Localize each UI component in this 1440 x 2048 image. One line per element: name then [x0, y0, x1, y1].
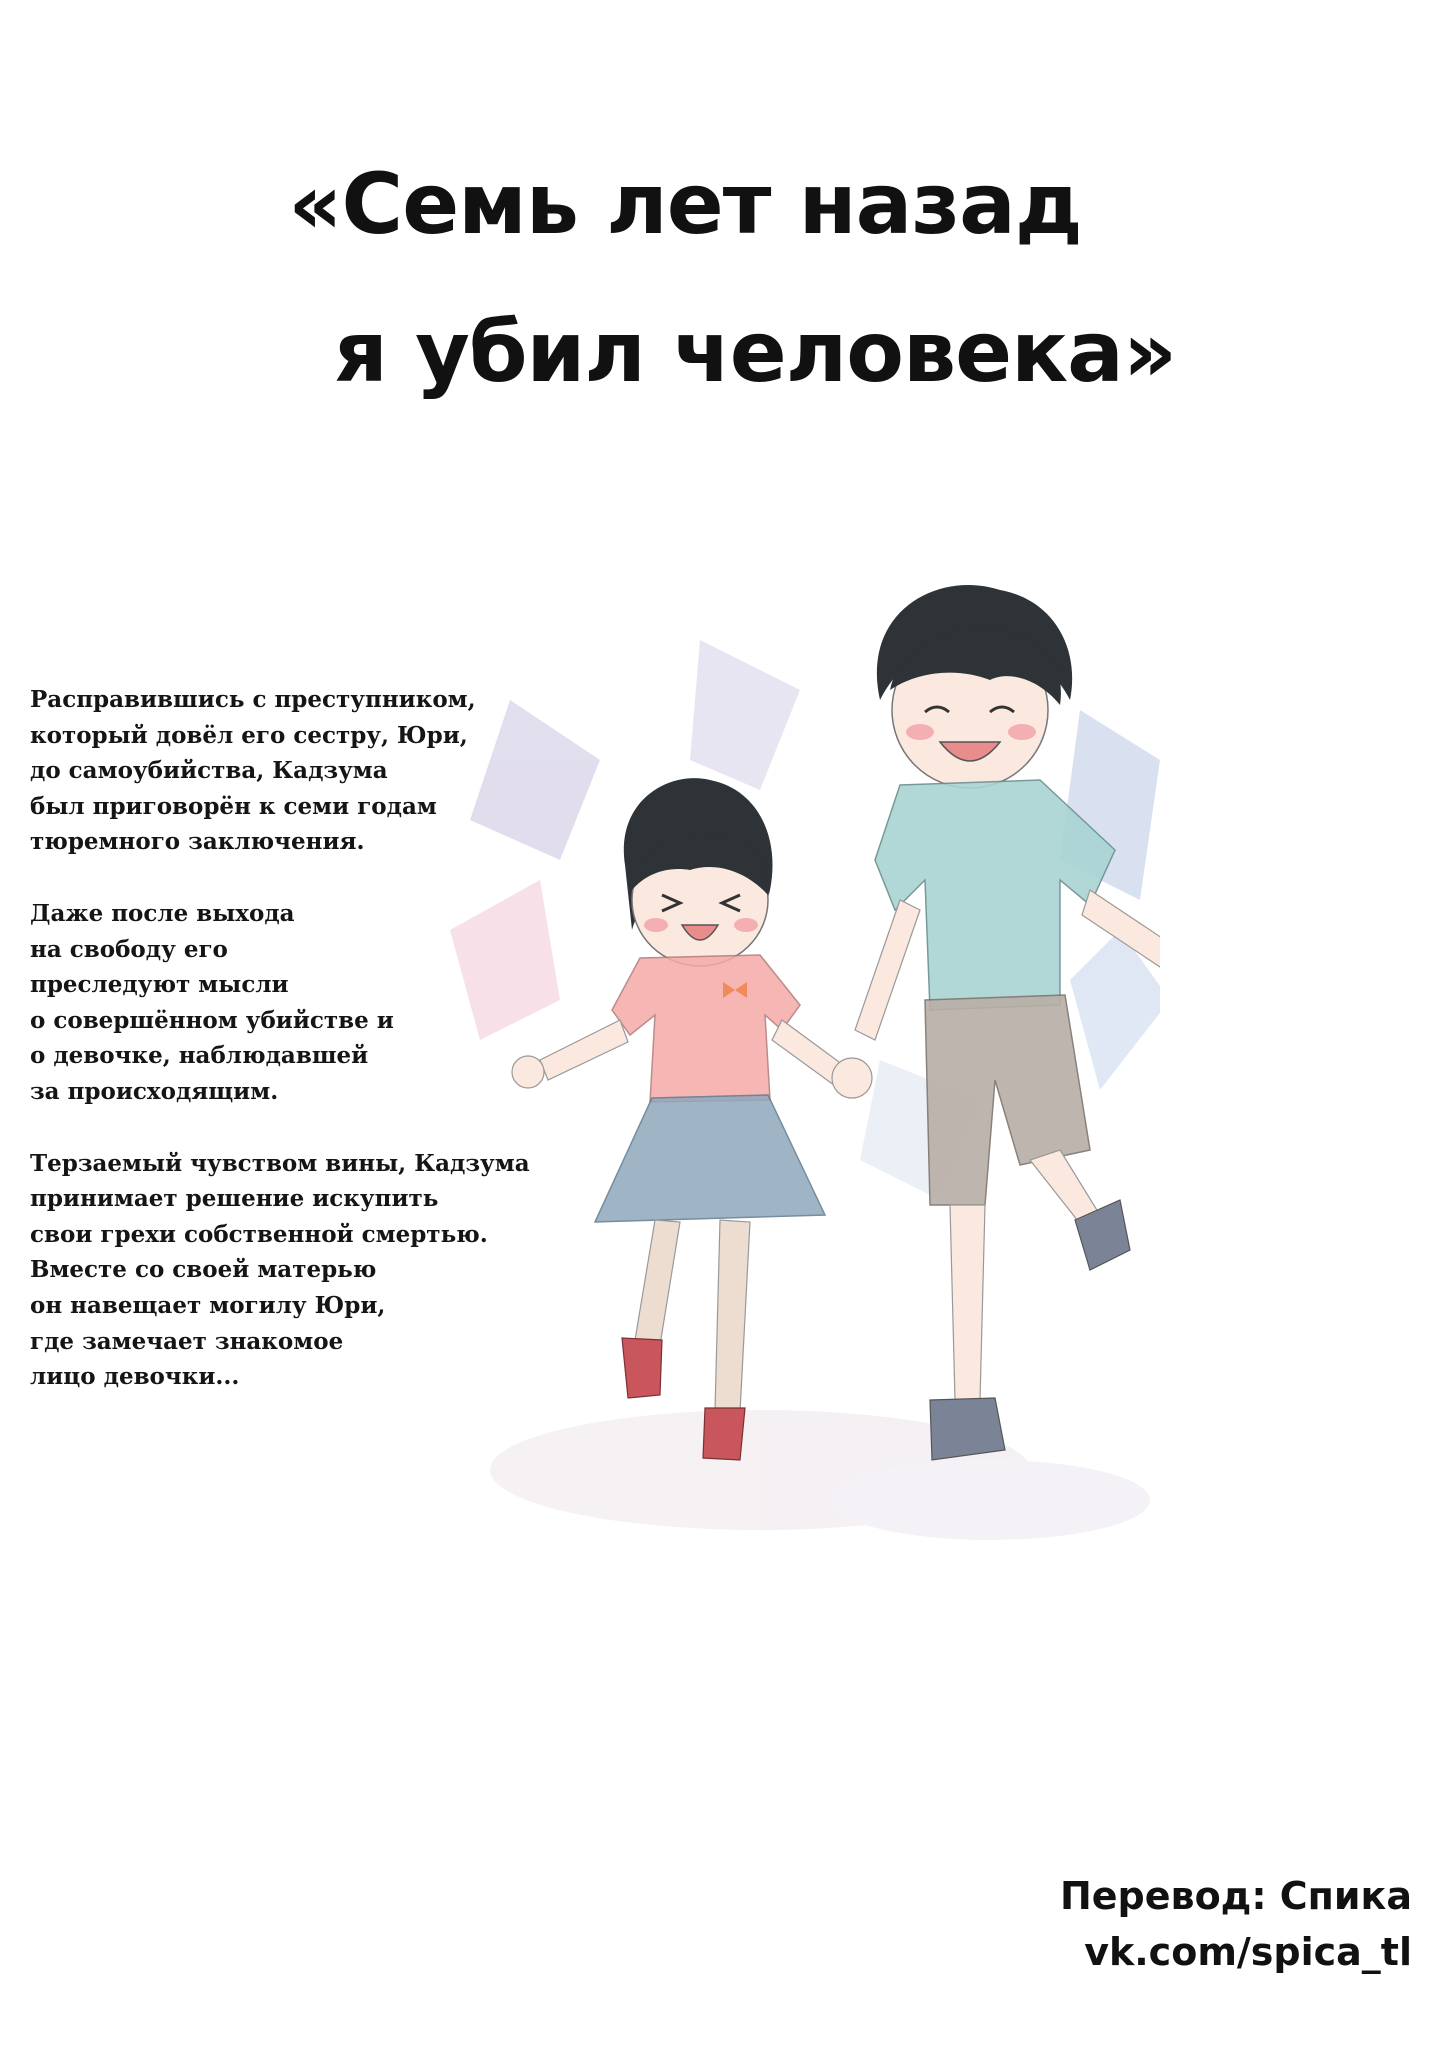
synopsis-line: за происходящим.: [30, 1077, 279, 1105]
girl-leg-left: [635, 1220, 680, 1345]
synopsis-line: до самоубийства, Кадзума: [30, 757, 388, 785]
synopsis-line: лицо девочки...: [30, 1363, 240, 1391]
blush: [644, 918, 668, 932]
synopsis-line: о совершённом убийстве и: [30, 1006, 394, 1034]
synopsis-line: Терзаемый чувством вины, Кадзума: [30, 1149, 530, 1177]
blush: [734, 918, 758, 932]
boy-leg-left: [950, 1205, 985, 1400]
synopsis-line: тюремного заключения.: [30, 828, 365, 856]
held-hands: [832, 1058, 872, 1098]
synopsis-line: был приговорён к семи годам: [30, 792, 437, 820]
girl-hand: [512, 1056, 544, 1088]
girl-shoe: [622, 1338, 662, 1398]
watercolor-splash: [690, 640, 800, 790]
girl-leg-right: [715, 1220, 750, 1412]
synopsis-line: который довёл его сестру, Юри,: [30, 721, 468, 749]
synopsis-line: принимает решение искупить: [30, 1185, 439, 1213]
girl-shoe: [703, 1408, 745, 1460]
synopsis-line: Даже после выхода: [30, 899, 295, 927]
synopsis-line: Расправившись с преступником,: [30, 686, 476, 713]
title-line-2: я убил человека»: [333, 303, 1177, 401]
boy-arm-left: [855, 900, 920, 1040]
synopsis-line: свои грехи собственной смертью.: [30, 1220, 488, 1248]
synopsis-line: на свободу его: [30, 935, 228, 963]
girl-shirt: [612, 955, 800, 1102]
shadow-wash: [830, 1460, 1150, 1540]
synopsis-line: преследуют мысли: [30, 971, 289, 999]
blush: [1008, 724, 1036, 740]
synopsis-line: где замечает знакомое: [30, 1327, 344, 1355]
translator-link: vk.com/spica_tl: [1084, 1930, 1412, 1974]
watercolor-splash: [450, 880, 560, 1040]
title-line-1: «Семь лет назад: [288, 155, 1082, 253]
blush: [906, 724, 934, 740]
page-title: [0, 130, 1440, 426]
children-running-illustration: [440, 540, 1160, 1580]
synopsis-line: о девочке, наблюдавшей: [30, 1042, 369, 1070]
synopsis-line: он навещает могилу Юри,: [30, 1291, 386, 1319]
translator-credits: [1060, 1868, 1412, 1980]
watercolor-splash: [470, 700, 600, 860]
girl-skirt: [595, 1095, 825, 1222]
girl-arm-left: [540, 1020, 628, 1080]
translator-credit: Перевод: Спика: [1059, 1874, 1412, 1918]
synopsis-line: Вместе со своей матерью: [30, 1256, 377, 1284]
girl-figure: [512, 778, 872, 1460]
boy-shoe: [930, 1398, 1005, 1460]
